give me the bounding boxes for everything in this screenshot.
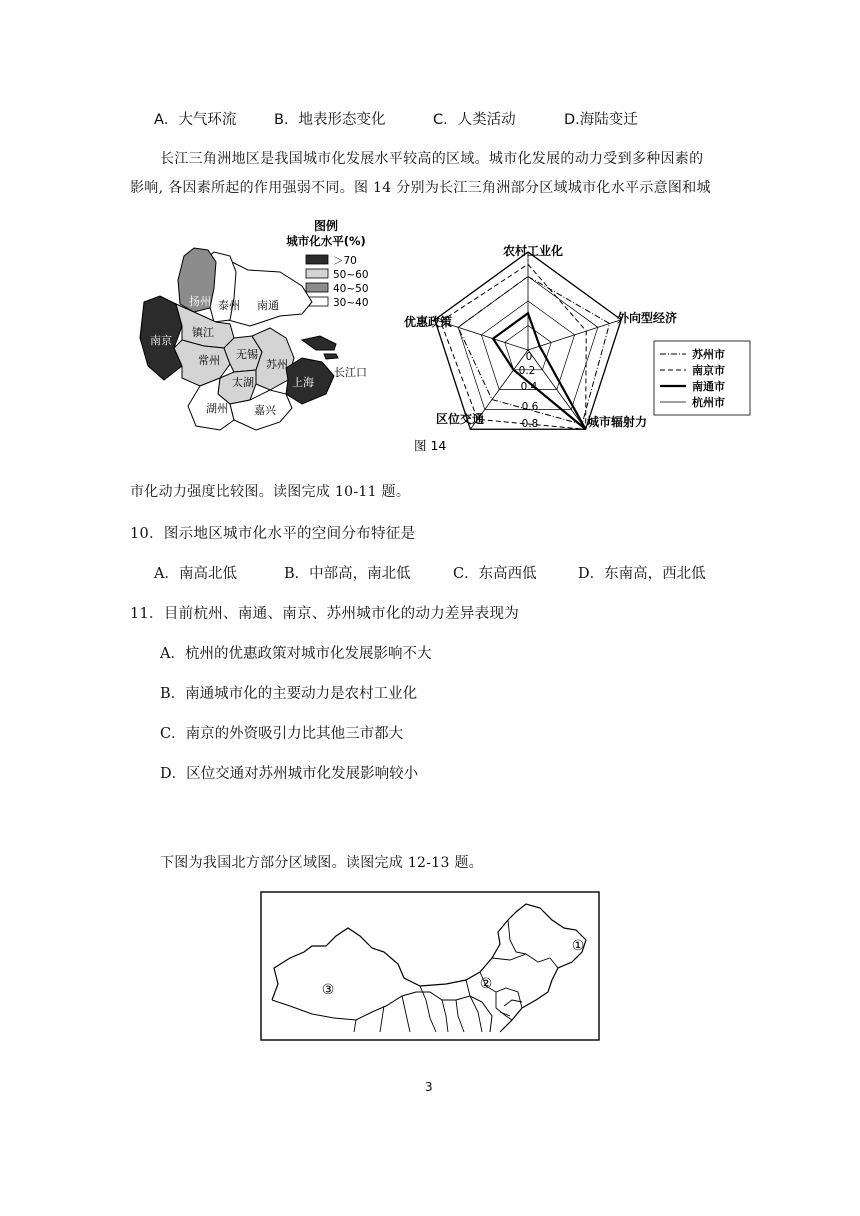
- q11-option-d: D．区位交通对苏州城市化发展影响较小: [160, 766, 419, 782]
- radar-ring-label-4: 0.8: [521, 418, 539, 430]
- radar-axis-label-2: 城市辐射力: [587, 415, 648, 429]
- legend-label-4: 30~40: [333, 297, 369, 309]
- label-taihu: 太湖: [232, 376, 254, 389]
- legend-swatch-1: [306, 255, 328, 264]
- legend-label-1: ＞70: [333, 255, 357, 267]
- radar-ring-label-2: 0.4: [520, 381, 538, 393]
- chongming-island-shape: [302, 336, 336, 350]
- radar-ring-label-3: 0.6: [521, 401, 539, 413]
- map-label-1: ①: [571, 938, 585, 954]
- radar-legend-hangzhou: 杭州市: [692, 396, 725, 409]
- intro-line-2: 影响, 各因素所起的作用强弱不同。图 14 分别为长江三角洲部分区域城市化水平示意图和城: [130, 180, 711, 196]
- radar-series-2: [493, 313, 586, 429]
- label-jiaxing: 嘉兴: [254, 404, 276, 417]
- intro-line-1: 长江三角洲地区是我国城市化发展水平较高的区域。城市化发展的动力受到多种因素的: [160, 151, 704, 167]
- figure-14: [130, 208, 760, 458]
- label-yangzhou: 扬州: [189, 295, 211, 308]
- q11-option-b: B．南通城市化的主要动力是农村工业化: [160, 686, 418, 702]
- legend-label-2: 50~60: [333, 269, 369, 281]
- legend-swatch-3: [306, 283, 328, 292]
- q9-option-d: D.海陆变迁: [564, 112, 638, 128]
- q9-option-c: C．人类活动: [433, 112, 516, 128]
- intro-line-3: 市化动力强度比较图。读图完成 10-11 题。: [130, 484, 411, 500]
- q11-option-c: C．南京的外资吸引力比其他三市都大: [160, 726, 404, 742]
- radar-legend-suzhou: 苏州市: [692, 348, 725, 361]
- q10-option-d: D．东南高，西北低: [578, 566, 706, 582]
- delta-map: [140, 218, 369, 430]
- q9-option-a: A．大气环流: [154, 112, 237, 128]
- figure-caption: 图 14: [414, 438, 447, 453]
- label-taizhou: 泰州: [218, 299, 240, 312]
- label-changjiangkou: 长江口: [334, 366, 367, 379]
- legend-swatch-2: [306, 269, 328, 278]
- map-label-3: ③: [321, 982, 335, 998]
- radar-ring-label-1: 0.2: [518, 365, 536, 377]
- q10-option-b: B．中部高，南北低: [284, 566, 411, 582]
- legend-title-2: 城市化水平(%): [286, 234, 366, 248]
- label-shanghai: 上海: [292, 376, 314, 389]
- north-china-map: [260, 888, 602, 1042]
- q9-option-b: B．地表形态变化: [274, 112, 386, 128]
- label-suzhou: 苏州: [266, 358, 288, 371]
- page-number: 3: [425, 1080, 433, 1094]
- label-nantong: 南通: [257, 299, 279, 312]
- radar-axis-label-0: 农村工业化: [502, 244, 564, 258]
- radar-axis-label-1: 外向型经济: [617, 311, 678, 325]
- q10-stem: 10．图示地区城市化水平的空间分布特征是: [130, 526, 416, 542]
- legend-label-3: 40~50: [333, 283, 369, 295]
- q10-option-a: A．南高北低: [154, 566, 237, 582]
- radar-spoke-1: [528, 320, 621, 350]
- q11-option-a: A．杭州的优惠政策对城市化发展影响不大: [160, 646, 432, 662]
- label-nanjing: 南京: [150, 334, 172, 347]
- q12-intro: 下图为我国北方部分区域图。读图完成 12-13 题。: [160, 855, 484, 871]
- label-zhenjiang: 镇江: [192, 326, 214, 339]
- legend-title-1: 图例: [313, 219, 339, 233]
- radar-axis-label-4: 优惠政策: [404, 315, 453, 329]
- radar-legend-nantong: 南通市: [692, 380, 725, 393]
- radar-ring-label-0: 0: [525, 351, 533, 363]
- label-changzhou: 常州: [198, 354, 220, 367]
- small-island-shape: [324, 354, 338, 359]
- q11-stem: 11．目前杭州、南通、南京、苏州城市化的动力差异表现为: [130, 606, 520, 622]
- radar-axis-label-3: 区位交通: [436, 412, 485, 426]
- radar-legend-nanjing: 南京市: [692, 364, 725, 377]
- label-huzhou: 湖州: [206, 402, 228, 415]
- map-label-2: ②: [479, 976, 493, 992]
- label-wuxi: 无锡: [236, 348, 258, 361]
- radar-chart: [404, 243, 750, 430]
- q10-option-c: C．东高西低: [453, 566, 537, 582]
